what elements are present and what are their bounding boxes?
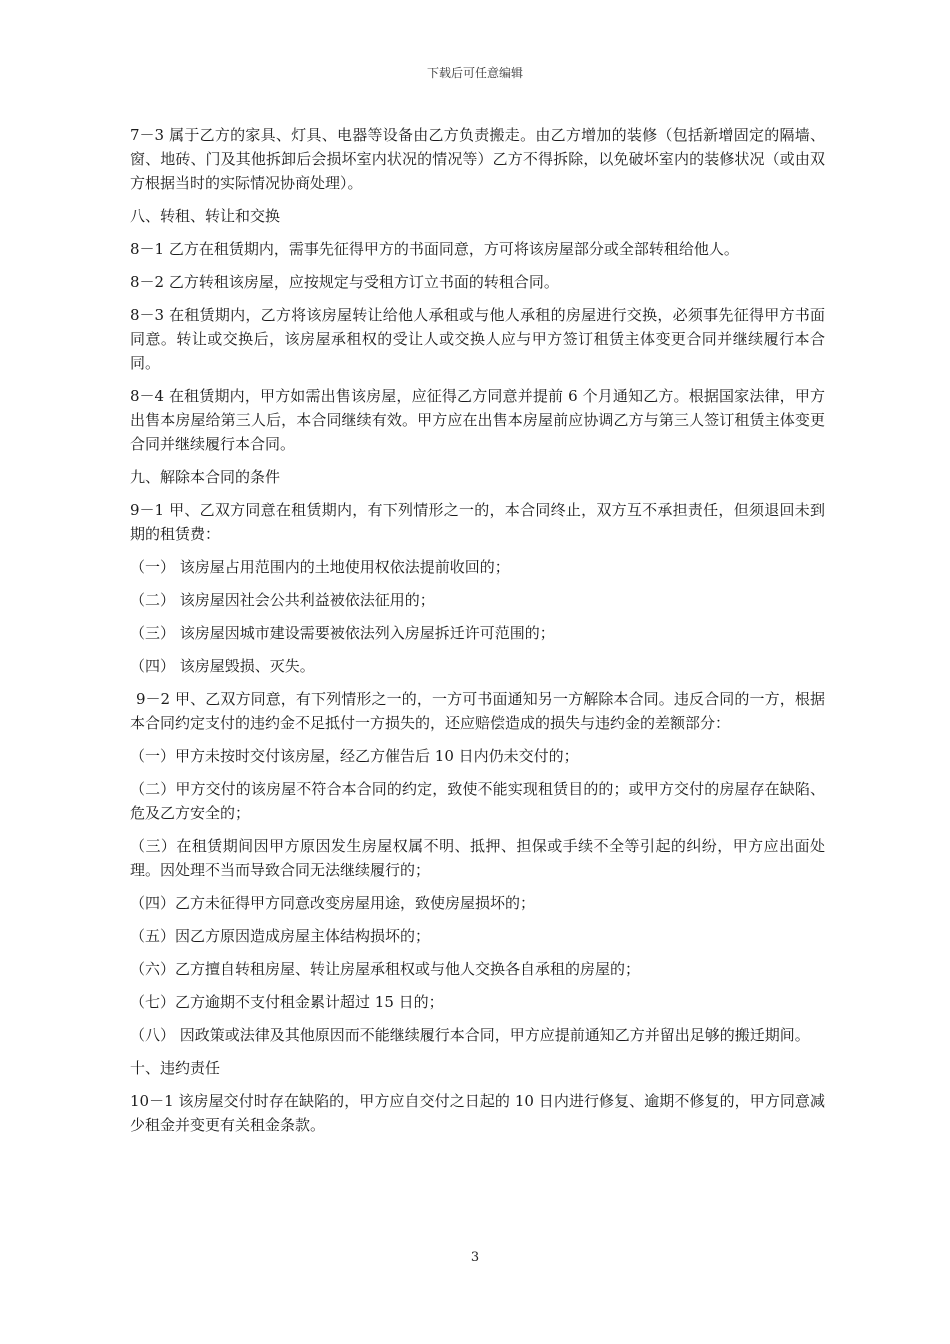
clause-9-2-item-4: （四）乙方未征得甲方同意改变房屋用途，致使房屋损坏的；: [130, 894, 536, 912]
page-number: 3: [470, 1250, 480, 1265]
section-heading-10: 十、违约责任: [130, 1059, 221, 1077]
clause-9-2-item-2: （二）甲方交付的该房屋不符合本合同的约定，致使不能实现租赁目的的；或甲方交付的房屋存在缺陷、危及乙方安全的；: [130, 780, 825, 822]
section-heading-8: 八、转租、转让和交换: [130, 207, 281, 225]
clause-9-2-item-8: （八） 因政策或法律及其他原因而不能继续履行本合同，甲方应提前通知乙方并留出足够的搬迁期间。: [130, 1026, 810, 1044]
clause-9-2-item-1: （一）甲方未按时交付该房屋，经乙方催告后 10 日内仍未交付的；: [130, 747, 579, 765]
clause-7-3: 7－3 属于乙方的家具、灯具、电器等设备由乙方负责搬走。由乙方增加的装修（包括新增固定的隔墙、窗、地砖、门及其他拆卸后会损坏室内状况的情况等）乙方不得拆除，以免破坏室内的装修状况（或由双方根据当时的实际情况协商处理）。: [130, 126, 825, 192]
clause-9-1: 9－1 甲、乙双方同意在租赁期内，有下列情形之一的，本合同终止，双方互不承担责任，但须退回未到期的租赁费：: [130, 501, 825, 543]
page-header: 下载后可任意编辑: [426, 66, 523, 80]
section-heading-9: 九、解除本合同的条件: [130, 468, 281, 486]
clause-9-1-item-3: （三） 该房屋因城市建设需要被依法列入房屋拆迁许可范围的；: [130, 624, 555, 642]
clause-8-2: 8－2 乙方转租该房屋，应按规定与受租方订立书面的转租合同。: [130, 273, 559, 291]
clause-9-2-item-3: （三）在租赁期间因甲方原因发生房屋权属不明、抵押、担保或手续不全等引起的纠纷，甲方应出面处理。因处理不当而导致合同无法继续履行的；: [130, 837, 825, 879]
clause-8-4: 8－4 在租赁期内，甲方如需出售该房屋，应征得乙方同意并提前 6 个月通知乙方。根据国家法律，甲方出售本房屋给第三人后，本合同继续有效。甲方应在出售本房屋前应协调乙方与第三人签订租赁主体变更合同并继续履行本合同。: [130, 387, 825, 453]
clause-8-1: 8－1 乙方在租赁期内，需事先征得甲方的书面同意，方可将该房屋部分或全部转租给他人。: [130, 240, 739, 258]
clause-9-2-item-6: （六）乙方擅自转租房屋、转让房屋承租权或与他人交换各自承租的房屋的；: [130, 960, 641, 978]
clause-9-1-item-1: （一） 该房屋占用范围内的土地使用权依法提前收回的；: [130, 558, 510, 576]
document-body: [130, 123, 825, 1146]
clause-9-2-item-5: （五）因乙方原因造成房屋主体结构损坏的；: [130, 927, 431, 945]
clause-9-2: 9－2 甲、乙双方同意，有下列情形之一的，一方可书面通知另一方解除本合同。违反合同的一方，根据本合同约定支付的违约金不足抵付一方损失的，还应赔偿造成的损失与违约金的差额部分：: [130, 690, 825, 732]
clause-9-1-item-4: （四） 该房屋毁损、灭失。: [130, 657, 315, 675]
clause-9-2-item-7: （七）乙方逾期不支付租金累计超过 15 日的；: [130, 993, 444, 1011]
clause-10-1: 10－1 该房屋交付时存在缺陷的，甲方应自交付之日起的 10 日内进行修复、逾期不修复的，甲方同意减少租金并变更有关租金条款。: [130, 1092, 825, 1134]
clause-9-1-item-2: （二） 该房屋因社会公共利益被依法征用的；: [130, 591, 435, 609]
clause-8-3: 8－3 在租赁期内，乙方将该房屋转让给他人承租或与他人承租的房屋进行交换，必须事先征得甲方书面同意。转让或交换后，该房屋承租权的受让人或交换人应与甲方签订租赁主体变更合同并继续履行本合同。: [130, 306, 825, 372]
